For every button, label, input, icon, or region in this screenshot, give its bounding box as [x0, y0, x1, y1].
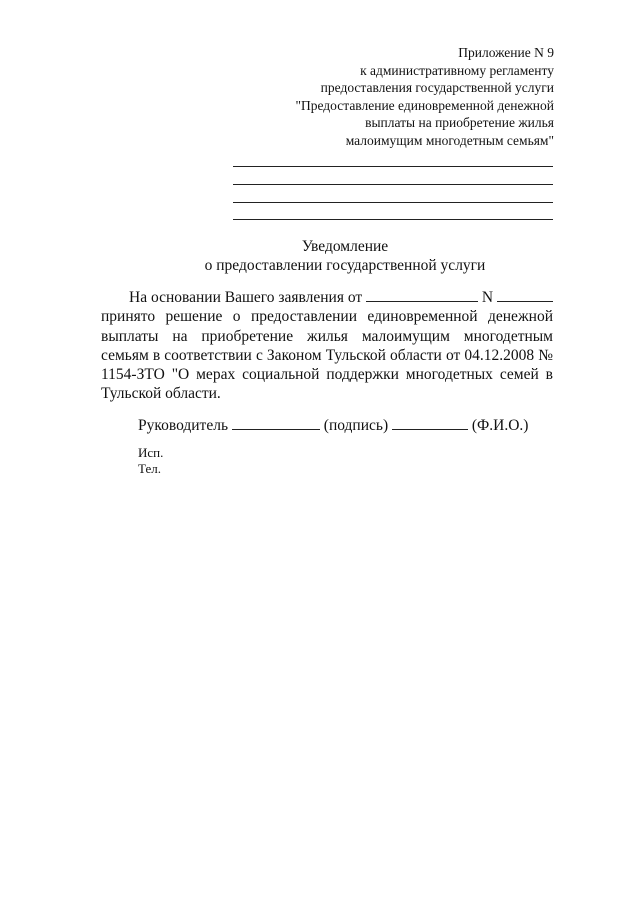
notice-subtitle: о предоставлении государственной услуги [204, 257, 486, 274]
signature-line [138, 416, 528, 435]
appendix-header [194, 44, 554, 149]
addressee-blank-line [233, 219, 553, 220]
signature-role: Руководитель [138, 417, 229, 434]
signature-blank [232, 416, 320, 430]
signature-name-label: (Ф.И.О.) [471, 417, 529, 434]
notice-body [101, 288, 553, 404]
number-label: N [481, 289, 494, 306]
addressee-blank-line [233, 202, 553, 203]
body-lead: На основании Вашего заявления от [129, 289, 363, 306]
body-text: принято решение о предоставлении единовременной денежной выплаты на приобретение жилья малоимущим многодетным семьям в соответствии с Законом Тульской области от 04.12.2008 № 1154-ЗТО "О мерах социальной поддержки многодетных семей в Тульской области. [101, 308, 553, 403]
phone-label: Тел. [138, 461, 161, 476]
addressee-blank-line [233, 184, 553, 185]
number-blank [497, 288, 553, 302]
name-blank [392, 416, 468, 430]
signature-sign-label: (подпись) [323, 417, 389, 434]
appendix-line: к административному регламенту [360, 62, 554, 78]
notice-title-block [200, 237, 490, 275]
appendix-line: "Предоставление единовременной денежной [295, 97, 554, 113]
executor-label: Исп. [138, 445, 164, 460]
appendix-line: малоимущим многодетным семьям" [345, 132, 554, 148]
appendix-line: предоставления государственной услуги [320, 80, 554, 95]
appendix-number: Приложение N 9 [458, 45, 554, 60]
appendix-line: выплаты на приобретение жилья [365, 115, 554, 130]
notice-title: Уведомление [301, 238, 389, 255]
addressee-blank-line [233, 166, 553, 167]
date-blank [366, 288, 478, 302]
